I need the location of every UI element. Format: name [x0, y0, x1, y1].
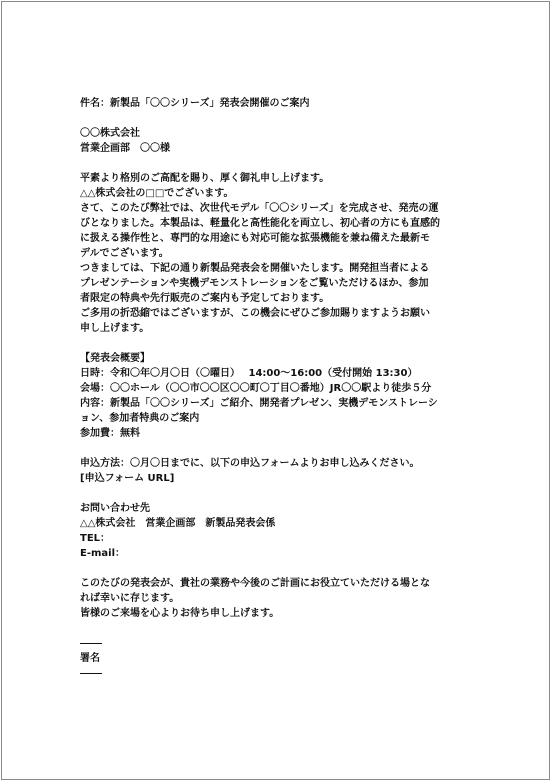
intro-line: びとなりました。本製品は、軽量化と高性能化を両立し、初心者の方にも直感的 — [80, 218, 440, 229]
intro-line: プレゼンテーションや実機デモンストレーションをご覧いただけるほか、参加 — [80, 278, 429, 289]
overview-fee: 参加費：無料 — [80, 428, 140, 439]
contact-department: △△株式会社 営業企画部 新製品発表会係 — [80, 518, 276, 529]
contact-email: E-mail： — [80, 548, 126, 559]
intro-line: 者限定の特典や先行販売のご案内も予定しております。 — [80, 293, 330, 304]
contact-tel: TEL： — [80, 533, 111, 544]
overview-datetime: 日時：令和〇年〇月〇日（〇曜日） 14:00～16:00（受付開始 13:30） — [80, 368, 418, 379]
overview-venue: 会場：〇〇ホール（〇〇市〇〇区〇〇町〇丁目〇番地）JR〇〇駅より徒歩５分 — [80, 383, 432, 394]
intro-line: ご多用の折恐縮ではございますが、この機会にぜひご参加賜りますようお願い — [80, 308, 430, 319]
overview-content: 内容：新製品「〇〇シリーズ」ご紹介、開発者プレゼン、実機デモンストレーシ — [80, 398, 438, 409]
document-page — [1, 1, 550, 780]
intro-line: さて、このたび弊社では、次世代モデル「〇〇シリーズ」を完成させ、発売の運 — [80, 203, 439, 214]
intro-line: つきましては、下記の通り新製品発表会を開催いたします。開発担当者による — [80, 263, 430, 274]
application-method: 申込方法：〇月〇日までに、以下の申込フォームよりお申し込みください。 — [80, 458, 420, 469]
contact-heading: お問い合わせ先 — [80, 503, 150, 514]
signature-label: 署名 — [80, 653, 100, 664]
overview-content: ョン、参加者特典のご案内 — [80, 413, 200, 424]
intro-line: に扱える操作性と、専門的な用途にも対応可能な拡張機能を兼ね備えた最新モ — [80, 233, 430, 244]
greeting-line: △△株式会社の□□でございます。 — [80, 188, 234, 199]
letter-body — [80, 96, 480, 681]
recipient-company: 〇〇株式会社 — [80, 128, 140, 139]
signature-top-rule — [80, 643, 102, 644]
intro-line: デルでございます。 — [80, 248, 169, 259]
greeting-line: 平素より格別のご高配を賜り、厚く御礼申し上げます。 — [80, 173, 330, 184]
intro-line: 申し上げます。 — [80, 323, 150, 334]
overview-heading: 【発表会概要】 — [80, 353, 150, 364]
closing-line: れば幸いに存じます。 — [80, 593, 180, 604]
recipient-person: 営業企画部 〇〇様 — [80, 143, 170, 154]
application-form-url: [申込フォーム URL] — [80, 473, 175, 484]
closing-line: このたびの発表会が、貴社の業務や今後のご計画にお役立ていただける場とな — [80, 578, 430, 589]
subject-line: 件名：新製品「〇〇シリーズ」発表会開催のご案内 — [80, 98, 310, 109]
closing-line: 皆様のご来場を心よりお待ち申し上げます。 — [80, 608, 280, 619]
signature-bottom-rule — [80, 673, 102, 674]
